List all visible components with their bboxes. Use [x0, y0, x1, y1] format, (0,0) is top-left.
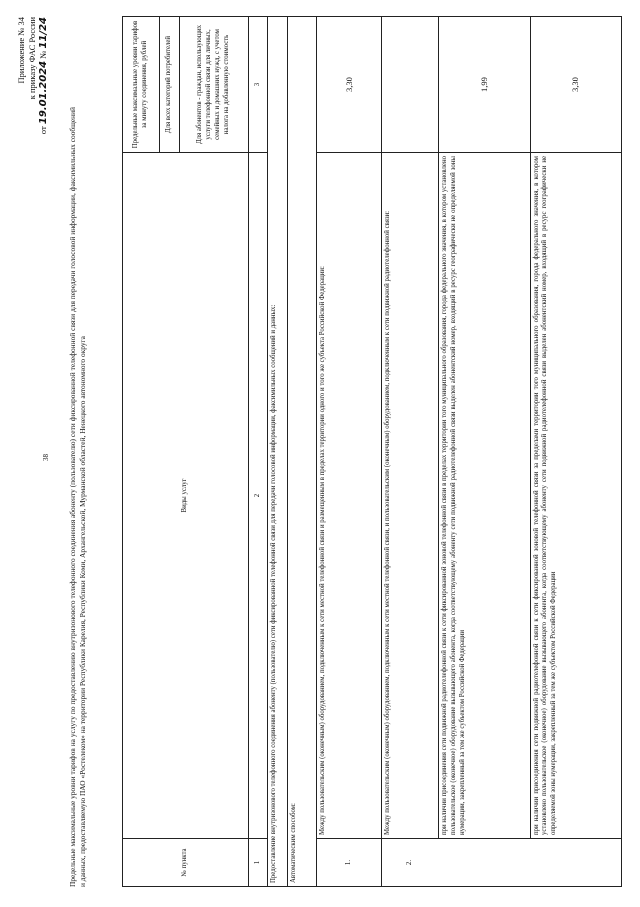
row-number: 1. [316, 839, 382, 887]
date-prefix: от [38, 126, 48, 135]
appendix-block [16, 17, 49, 307]
row-service-text: при наличии присоединения сети подвижной радиотелефонной связи к сети фиксированной зоновой телефонной связи за пределами территории того муниципального образования, города федерального значения, в котором установлено пользовательское (оконечное) оборудование вызывающего абонента, когда соответствующему абоненту сети подвижной радиотелефонной связи выделен абонентский номер, входящий в ресурс географически не определяемой зоны нумерации, закрепленный за тем же субъектом Российской Федерации [530, 153, 621, 839]
row-tariff-value: 3,30 [316, 17, 382, 153]
header-service-types: Виды услуг [123, 153, 249, 839]
section-row: Предоставление внутризонового телефонного соединения абоненту (пользователю) сети фиксированной телефонной связи для передачи голосовой информации, факсимильных сообщений и данных: [268, 153, 288, 887]
sub-section-row-empty [288, 17, 317, 153]
appendix-date-line [38, 17, 49, 307]
date-handwritten: 19.01.2024 [38, 60, 49, 125]
page-number: 38 [42, 454, 50, 461]
header-max-tariffs: Предельные максимальные уровни тарифов за минуту соединения, рублей [123, 17, 160, 153]
row-number: 2. [382, 839, 439, 887]
number-handwritten: 11/24 [38, 17, 49, 49]
row-service-text: при наличии присоединения сети подвижной радиотелефонной связи к сети фиксированной зоновой телефонной связи в пределах территории того муниципального образования, города федерального значения, в котором установлено пользовательское (оконечное) оборудование вызывающего абонента, когда соответствующему абоненту сети подвижной радиотелефонной связи выделен абонентский номер, входящий в ресурс географически не определяемой зоны нумерации, закрепленный за тем же субъектом Российской Федерации [439, 153, 530, 839]
column-number-1: 1 [248, 839, 268, 887]
row-number-empty [439, 839, 530, 887]
row-tariff-value [382, 17, 439, 153]
document-title: Предельные максимальные уровни тарифов на услугу по предоставлению внутризонового телефонного соединения абоненту (пользователю) сети фиксированной телефонной связи для передачи голосовой информации, факсимильных сообщений и данных, предоставляемую ПАО «Ростелеком» на территории Республики Карелия, Республики Коми, Архангельской, Мурманской областей, Ненецкого автономного округа [68, 107, 87, 887]
row-service-text: Между пользовательским (оконечным) оборудованием, подключенным к сети местной телефонной связи, и пользовательским (оконечным) оборудованием, подключенным к сети подвижной радиотелефонной связи: [382, 153, 439, 839]
row-tariff-value: 3,30 [530, 17, 621, 153]
row-tariff-value: 1,99 [439, 17, 530, 153]
header-all-consumers: Для всех категорий потребителей [160, 17, 180, 153]
appendix-line1: Приложение № 34 [16, 17, 26, 84]
section-row-empty [268, 17, 288, 153]
row-number-empty [530, 839, 621, 887]
column-number-2: 2 [248, 153, 268, 839]
tariff-table [122, 16, 622, 887]
header-citizens: Для абонентов - граждан, использующих услуги телефонной связи для личных, семейных и домашних нужд, с учетом налога на добавленную стоимость [180, 17, 248, 153]
column-number-3: 3 [248, 17, 268, 153]
sub-section-row: Автоматическим способом: [288, 153, 317, 887]
number-prefix: № [38, 50, 48, 59]
header-item-number: № пункта [123, 839, 249, 887]
row-service-text: Между пользовательским (оконечным) оборудованием, подключенным к сети местной телефонной связи и размещенным в пределах территории одного и того же субъекта Российской Федерации: [316, 153, 382, 839]
appendix-line2: к приказу ФАС России [27, 17, 37, 100]
